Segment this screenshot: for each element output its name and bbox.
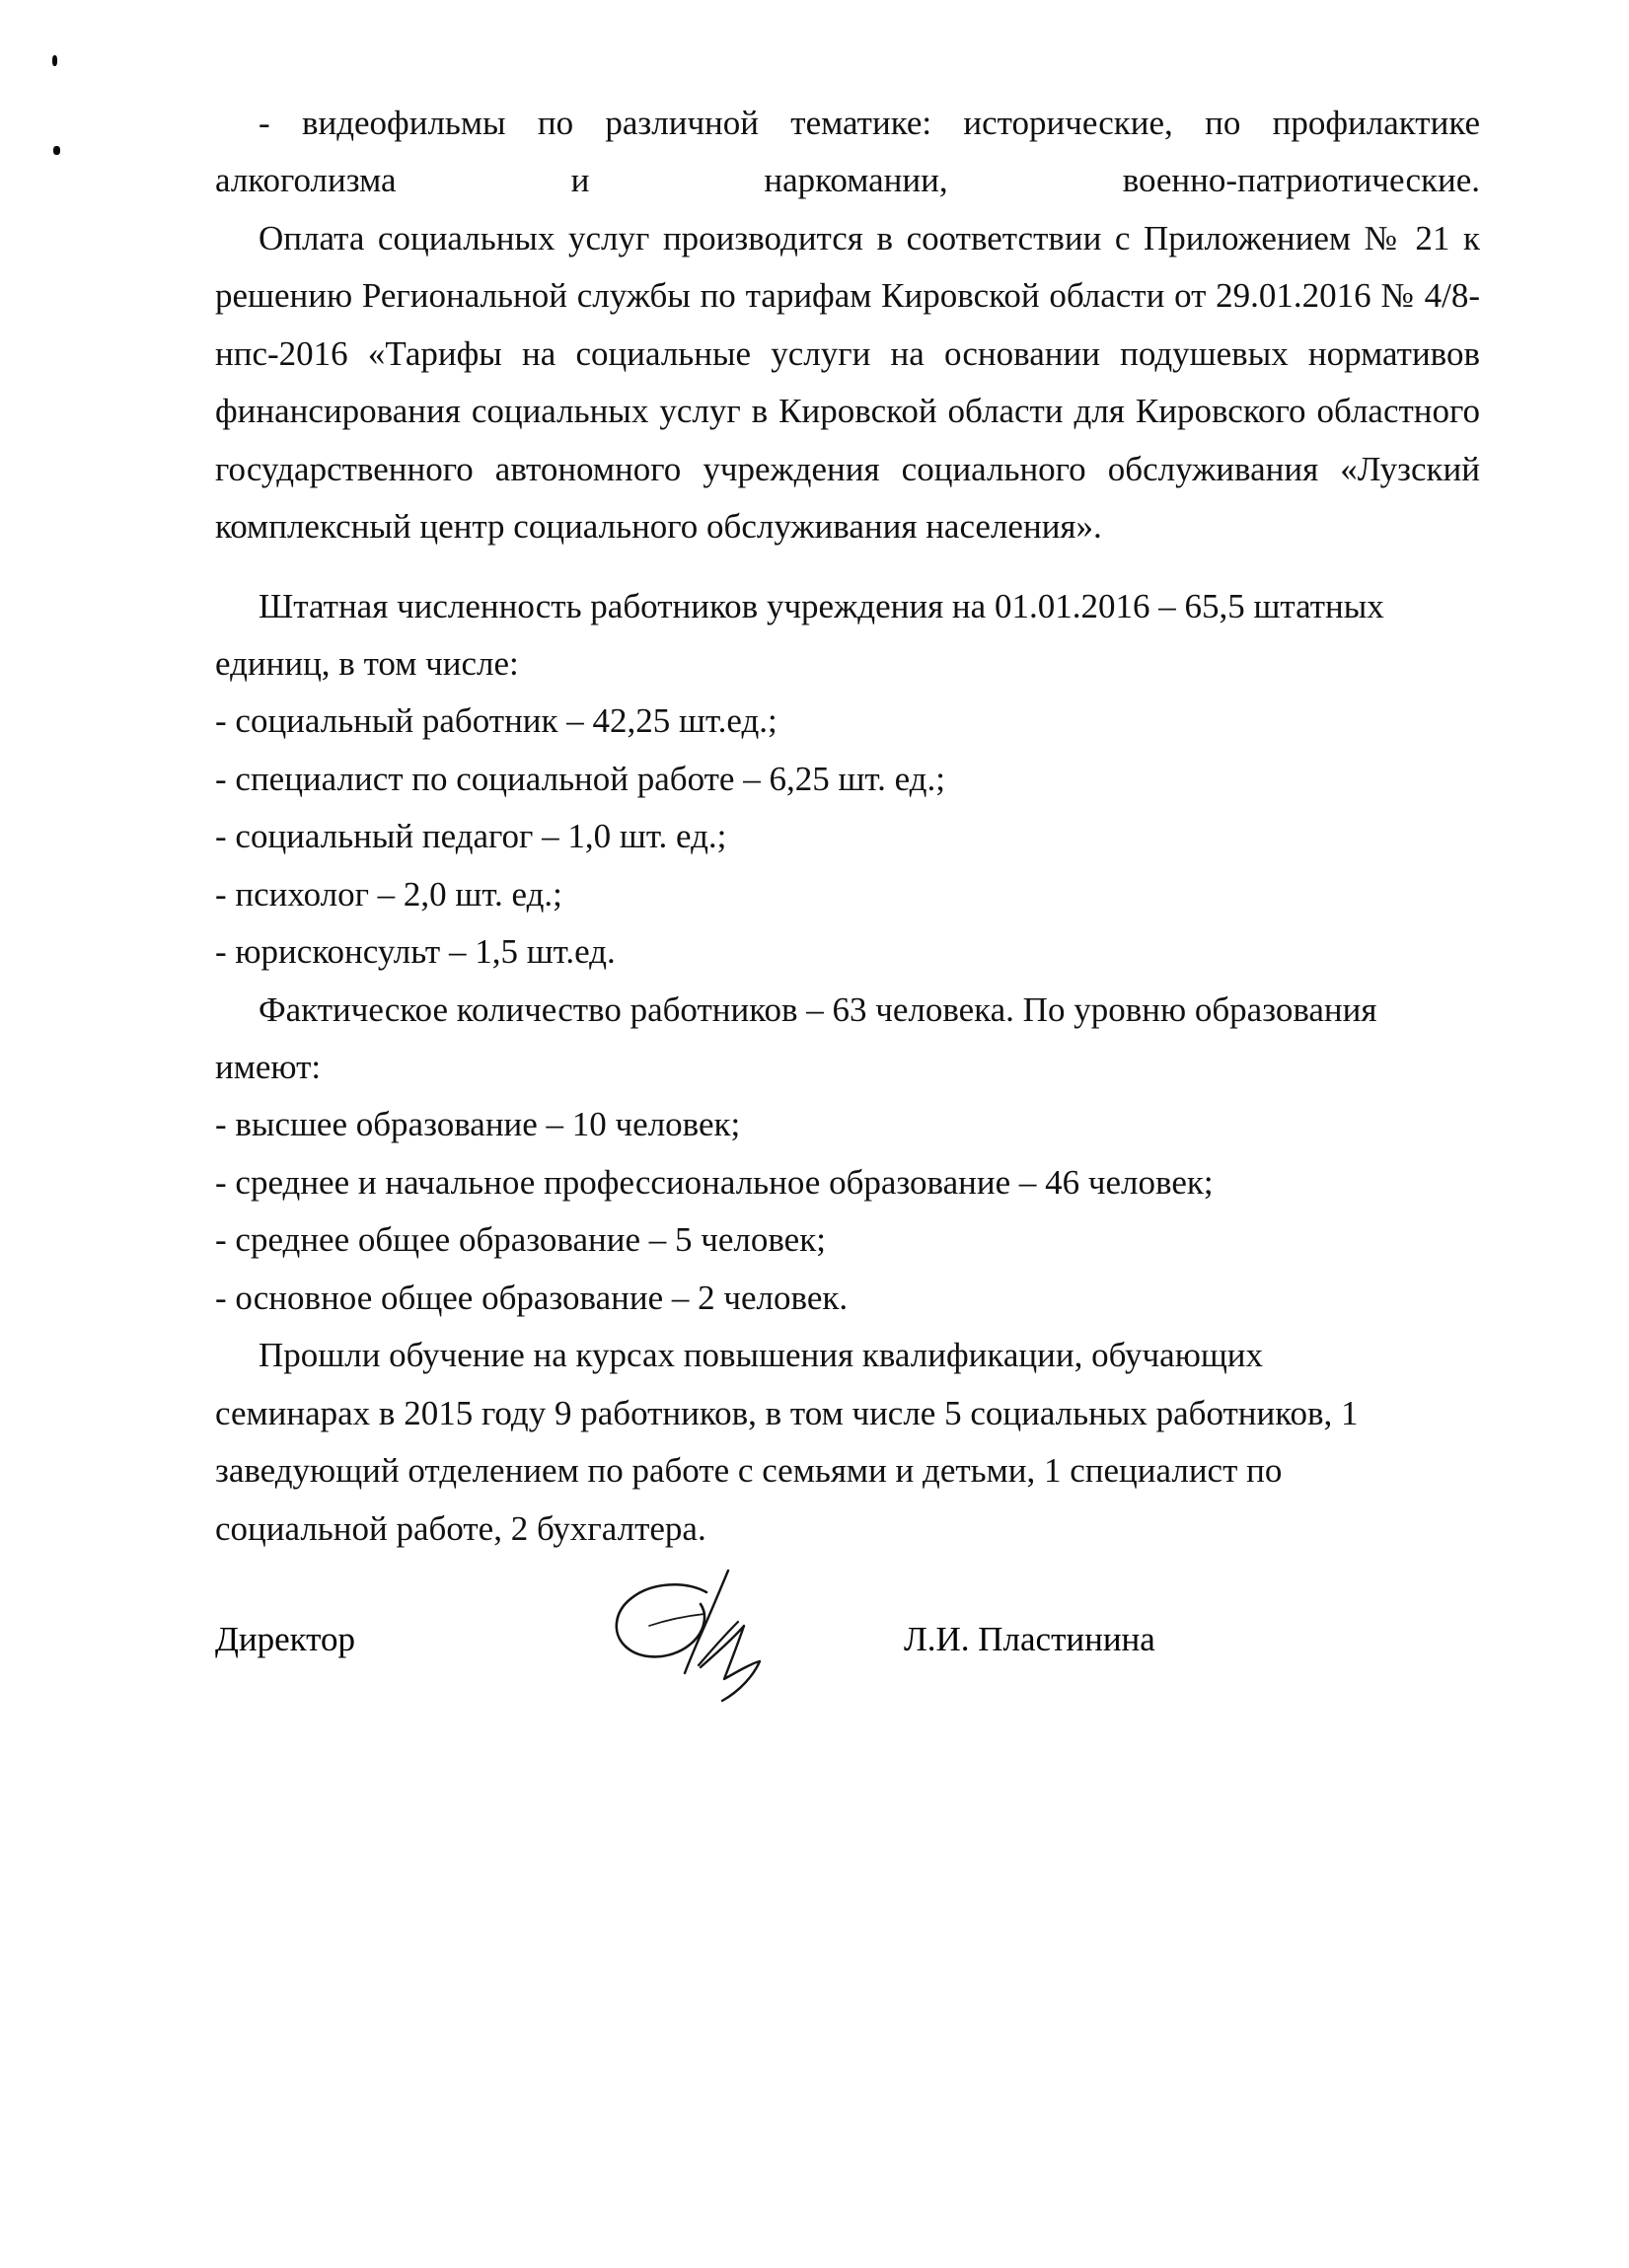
list-item-education: - основное общее образование – 2 человек. <box>215 1278 849 1317</box>
list-item-education: - среднее общее образование – 5 человек; <box>215 1220 826 1260</box>
list-item-education: - среднее и начальное профессиональное образование – 46 человек; <box>215 1162 1214 1202</box>
handwritten-signature-icon <box>590 1541 817 1704</box>
list-item-staff: - юрисконсульт – 1,5 шт.ед. <box>215 932 616 972</box>
paragraph-actual-headcount-intro: Фактическое количество работников – 63 человека. По уровню образования имеют: <box>215 989 1377 1086</box>
signature-block <box>215 1602 1480 1671</box>
scan-speck-icon <box>53 146 60 155</box>
list-item-staff: - психолог – 2,0 шт. ед.; <box>215 874 562 914</box>
paragraph-video-materials: - видеофильмы по различной тематике: исторические, по профилактике алкоголизма и наркомании, военно-патриотические. <box>215 104 1480 200</box>
paragraph-training-courses: Прошли обучение на курсах повышения квалификации, обучающих семинарах в 2015 году 9 работников, в том числе 5 социальных работников, 1 заведующий отделением по работе с семьями и детьми, 1 специалист по социальной работе, 2 бухгалтера. <box>215 1336 1359 1548</box>
spacer <box>215 556 1480 578</box>
signer-name: Л.И. Пластинина <box>904 1620 1155 1658</box>
paragraph-payment-of-services: Оплата социальных услуг производится в соответствии с Приложением № 21 к решению Региональной службы по тарифам Кировской области от 29.01.2016 № 4/8-нпс-2016 «Тарифы на социальные услуги на основании подушевых нормативов финансирования социальных услуг в Кировской области для Кировского областного государственного автономного учреждения социального обслуживания «Лузский комплексный центр социального обслуживания населения». <box>215 218 1480 547</box>
scan-speck-icon <box>52 55 57 66</box>
document-body <box>215 95 1480 1558</box>
list-item-staff: - социальный педагог – 1,0 шт. ед.; <box>215 817 727 856</box>
signature-position-label: Директор <box>215 1620 356 1658</box>
list-item-education: - высшее образование – 10 человек; <box>215 1105 741 1144</box>
list-item-staff: - социальный работник – 42,25 шт.ед.; <box>215 701 777 741</box>
list-item-staff: - специалист по социальной работе – 6,25 шт. ед.; <box>215 759 945 798</box>
paragraph-staff-count-intro: Штатная численность работников учреждения на 01.01.2016 – 65,5 штатных единиц, в том числе: <box>215 586 1384 683</box>
